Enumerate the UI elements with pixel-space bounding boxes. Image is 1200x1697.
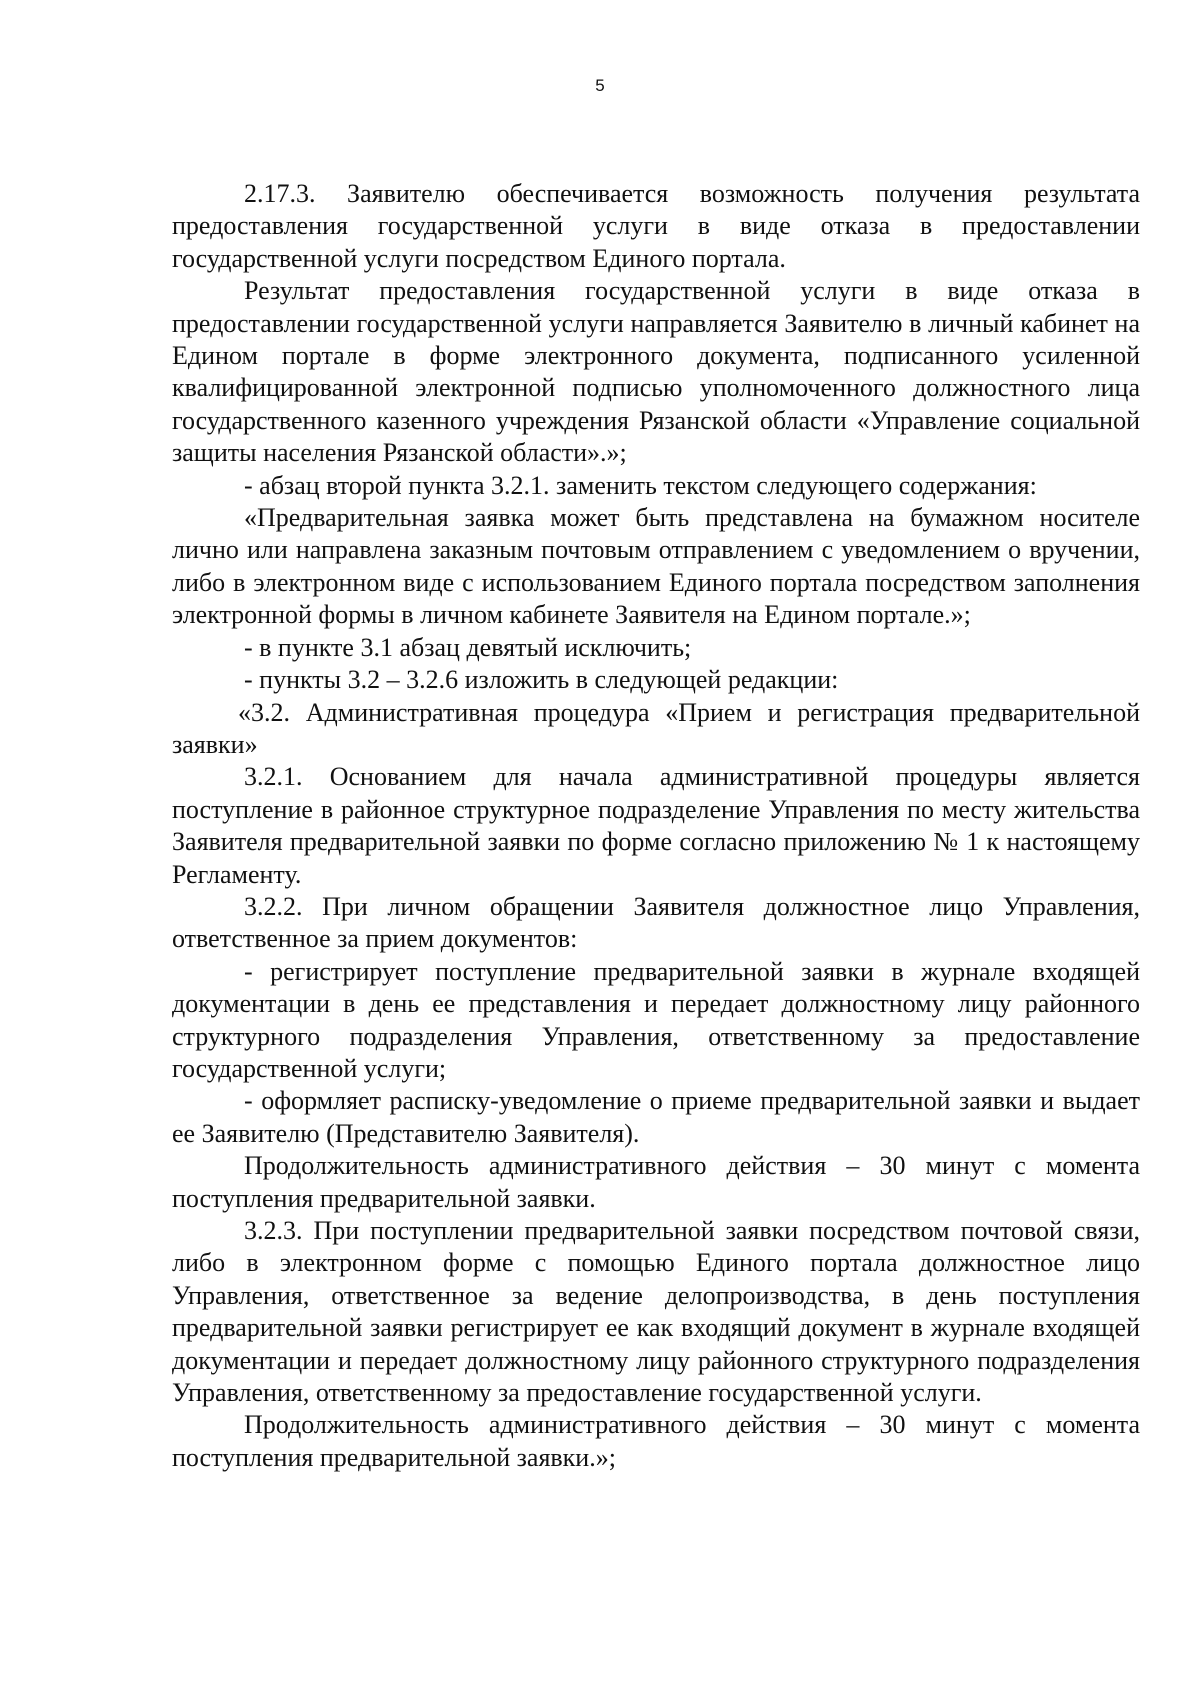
paragraph-2-17-3: 2.17.3. Заявителю обеспечивается возможность получения результата предоставления государственной услуги в виде отказа в предоставлении государственной услуги посредством Единого портала. xyxy=(172,179,1140,273)
paragraph-3-2-3: 3.2.3. При поступлении предварительной заявки посредством почтовой связи, либо в электронном форме с помощью Единого портала должностное лицо Управления, ответственное за ведение делопроизводства, в день поступления предварительной заявки регистрирует ее как входящий документ в журнале входящей документации и передает должностному лицу районного структурного подразделения Управления, ответственному за предоставление государственной услуги. xyxy=(172,1216,1140,1408)
paragraph-duration-1: Продолжительность административного действия – 30 минут с момента поступления предварительной заявки. xyxy=(172,1151,1140,1213)
paragraph-3-2-2: 3.2.2. При личном обращении Заявителя должностное лицо Управления, ответственное за прием документов: xyxy=(172,891,1140,954)
paragraph-registers: - регистрирует поступление предварительной заявки в журнале входящей документации в день ее представления и передает должностному лицу районного структурного подразделения Управления, ответственному за предоставление государственной услуги; xyxy=(172,956,1140,1083)
paragraph-amend-3-2-1: - абзац второй пункта 3.2.1. заменить текстом следующего содержания: xyxy=(244,470,1037,500)
document-body xyxy=(172,178,1140,1474)
paragraph-preliminary-request: «Предварительная заявка может быть представлена на бумажном носителе лично или направлена заказным почтовым отправлением с уведомлением о вручении, либо в электронном виде с использованием Единого портала посредством заполнения электронной формы в личном кабинете Заявителя на Едином портале.»; xyxy=(172,503,1140,630)
paragraph-receipt: - оформляет расписку-уведомление о приеме предварительной заявки и выдает ее Заявителю (Представителю Заявителя). xyxy=(172,1086,1140,1148)
paragraph-exclude-3-1: - в пункте 3.1 абзац девятый исключить; xyxy=(244,632,692,662)
paragraph-result-refusal: Результат предоставления государственной услуги в виде отказа в предоставлении государственной услуги направляется Заявителю в личный кабинет на Едином портале в форме электронного документа, подписанного усиленной квалифицированной электронной подписью уполномоченного должностного лица государственного казенного учреждения Рязанской области «Управление социальной защиты населения Рязанской области».»; xyxy=(172,276,1140,468)
paragraph-3-2-1: 3.2.1. Основанием для начала административной процедуры является поступление в районное структурное подразделение Управления по месту жительства Заявителя предварительной заявки по форме согласно приложению № 1 к настоящему Регламенту. xyxy=(172,762,1140,889)
paragraph-duration-2: Продолжительность административного действия – 30 минут с момента поступления предварительной заявки.»; xyxy=(172,1410,1140,1472)
page-number: 5 xyxy=(595,76,605,95)
paragraph-new-edition-3-2: - пункты 3.2 – 3.2.6 изложить в следующей редакции: xyxy=(244,665,839,695)
paragraph-heading-3-2: «3.2. Административная процедура «Прием и регистрация предварительной заявки» xyxy=(172,697,1140,759)
